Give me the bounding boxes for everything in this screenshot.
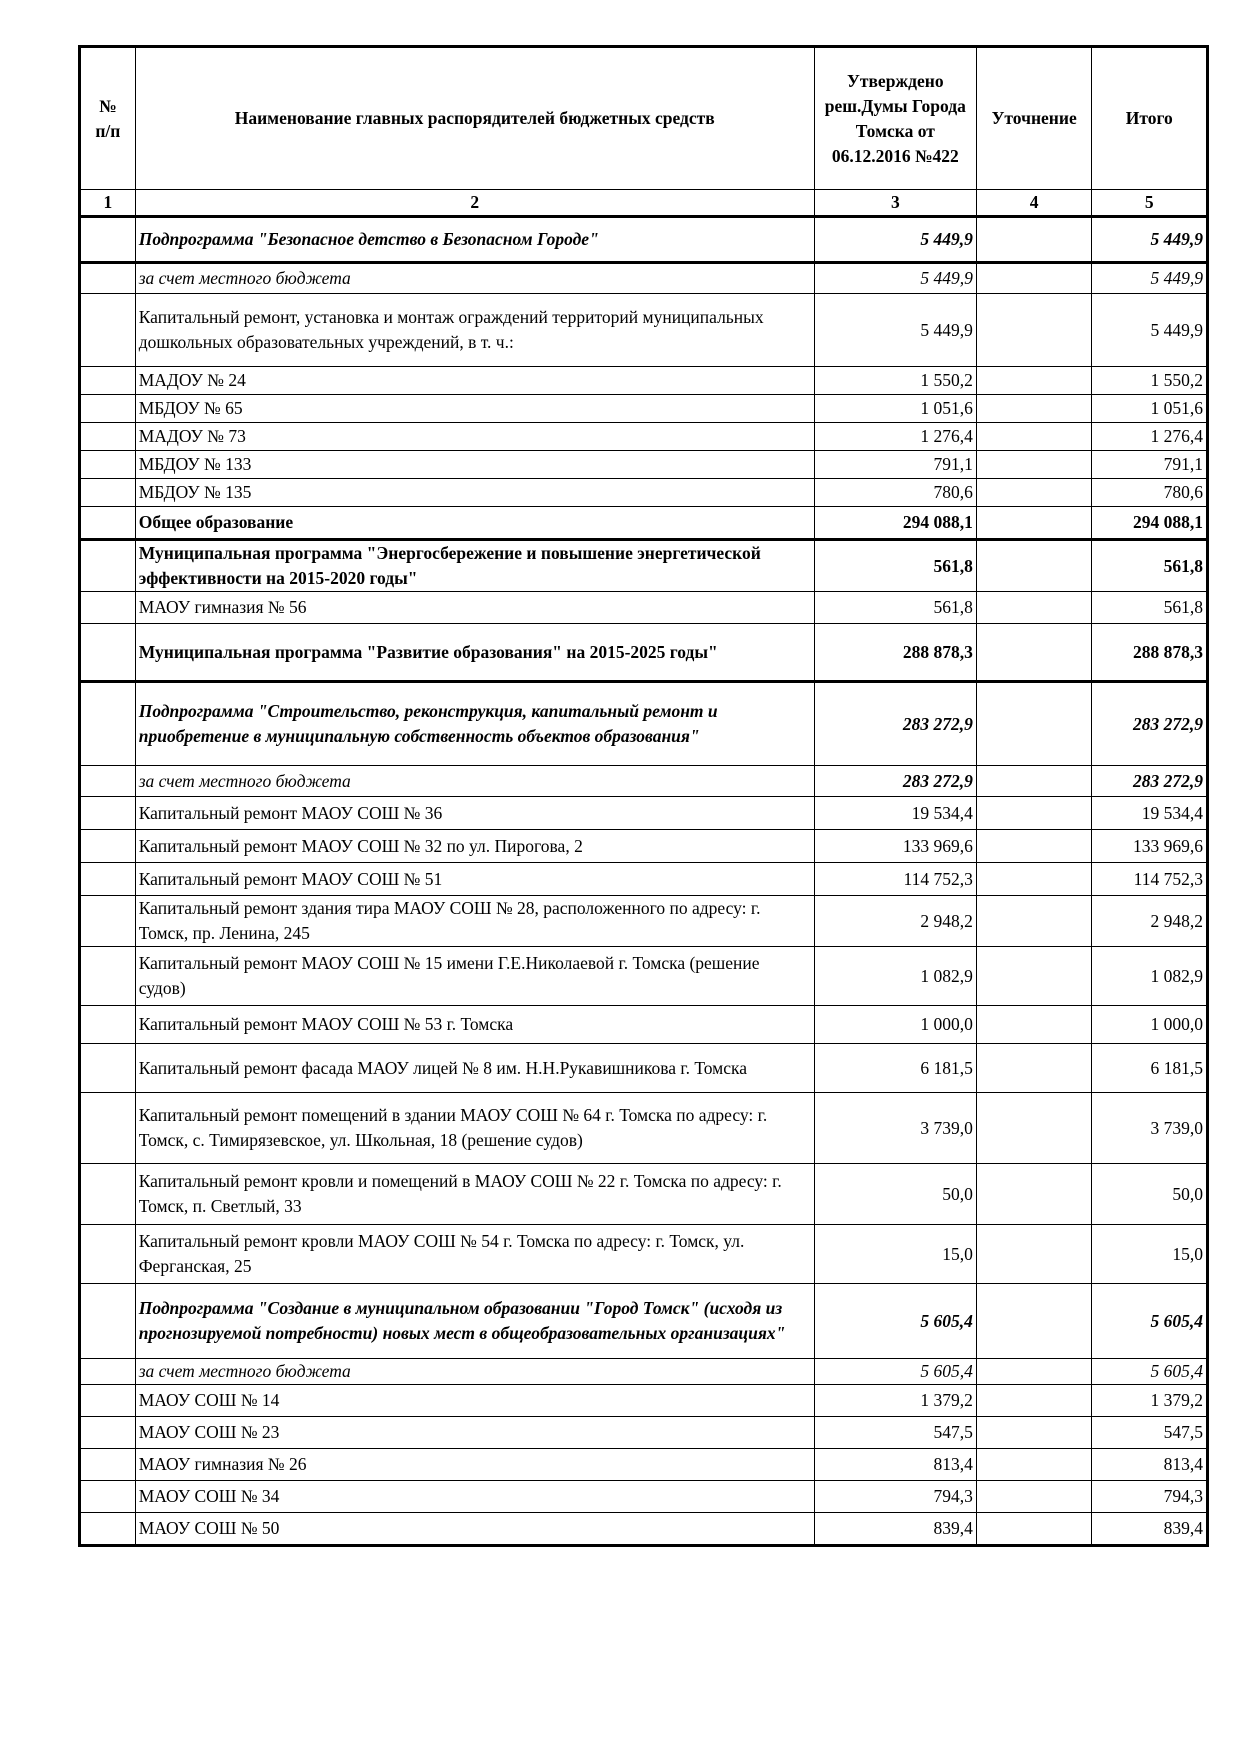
table-row — [80, 682, 1208, 766]
row-total: 15,0 — [1092, 1225, 1208, 1284]
row-approved: 547,5 — [814, 1417, 976, 1449]
row-refinement — [976, 263, 1092, 294]
table-row — [80, 1513, 1208, 1546]
table-row — [80, 479, 1208, 507]
row-approved: 114 752,3 — [814, 863, 976, 896]
row-name: МАОУ СОШ № 34 — [135, 1481, 814, 1513]
table-row — [80, 423, 1208, 451]
row-refinement — [976, 1006, 1092, 1044]
row-approved: 288 878,3 — [814, 624, 976, 682]
table-row — [80, 294, 1208, 367]
row-approved: 780,6 — [814, 479, 976, 507]
row-refinement — [976, 863, 1092, 896]
row-name: Капитальный ремонт здания тира МАОУ СОШ № 28, расположенного по адресу: г. Томск, пр. Ленина, 245 — [135, 896, 814, 947]
row-number — [80, 947, 136, 1006]
table-row — [80, 1093, 1208, 1164]
row-name: Подпрограмма "Создание в муниципальном образовании "Город Томск" (исходя из прогнозируемой потребности) новых мест в общеобразовательных организациях" — [135, 1284, 814, 1359]
row-refinement — [976, 624, 1092, 682]
row-total: 813,4 — [1092, 1449, 1208, 1481]
row-number — [80, 1513, 136, 1546]
row-approved: 1 550,2 — [814, 367, 976, 395]
column-index: 3 — [814, 190, 976, 217]
row-refinement — [976, 896, 1092, 947]
table-row — [80, 1044, 1208, 1093]
table-body — [80, 47, 1208, 1546]
row-number — [80, 1385, 136, 1417]
row-number — [80, 507, 136, 540]
row-number — [80, 1449, 136, 1481]
row-number — [80, 896, 136, 947]
row-approved: 813,4 — [814, 1449, 976, 1481]
column-index: 4 — [976, 190, 1092, 217]
row-name: МАОУ СОШ № 14 — [135, 1385, 814, 1417]
row-total: 561,8 — [1092, 592, 1208, 624]
row-approved: 294 088,1 — [814, 507, 976, 540]
row-name: Капитальный ремонт МАОУ СОШ № 36 — [135, 797, 814, 830]
row-number — [80, 423, 136, 451]
row-refinement — [976, 395, 1092, 423]
row-number — [80, 1093, 136, 1164]
row-approved: 1 276,4 — [814, 423, 976, 451]
row-refinement — [976, 217, 1092, 263]
row-name: Муниципальная программа "Энергосбережение и повышение энергетической эффективности на 2015-2020 годы" — [135, 540, 814, 592]
row-total: 5 449,9 — [1092, 217, 1208, 263]
header-approved: Утверждено реш.Думы Города Томска от 06.12.2016 №422 — [814, 47, 976, 190]
row-approved: 133 969,6 — [814, 830, 976, 863]
table-row — [80, 1449, 1208, 1481]
budget-table — [78, 45, 1209, 1547]
row-approved: 2 948,2 — [814, 896, 976, 947]
column-index: 1 — [80, 190, 136, 217]
row-total: 5 449,9 — [1092, 294, 1208, 367]
column-index: 2 — [135, 190, 814, 217]
row-total: 780,6 — [1092, 479, 1208, 507]
row-refinement — [976, 1093, 1092, 1164]
row-approved: 794,3 — [814, 1481, 976, 1513]
row-total: 133 969,6 — [1092, 830, 1208, 863]
row-refinement — [976, 1513, 1092, 1546]
row-refinement — [976, 507, 1092, 540]
row-refinement — [976, 1284, 1092, 1359]
table-row — [80, 1385, 1208, 1417]
row-approved: 6 181,5 — [814, 1044, 976, 1093]
row-number — [80, 479, 136, 507]
row-name: Общее образование — [135, 507, 814, 540]
row-number — [80, 1417, 136, 1449]
row-number — [80, 294, 136, 367]
row-name: МАДОУ № 24 — [135, 367, 814, 395]
table-row — [80, 1359, 1208, 1385]
row-approved: 5 605,4 — [814, 1359, 976, 1385]
row-number — [80, 624, 136, 682]
row-approved: 5 449,9 — [814, 294, 976, 367]
row-number — [80, 1284, 136, 1359]
table-row — [80, 507, 1208, 540]
row-refinement — [976, 766, 1092, 797]
row-approved: 5 449,9 — [814, 217, 976, 263]
row-approved: 561,8 — [814, 592, 976, 624]
row-total: 288 878,3 — [1092, 624, 1208, 682]
row-approved: 1 051,6 — [814, 395, 976, 423]
row-number — [80, 766, 136, 797]
row-number — [80, 830, 136, 863]
row-refinement — [976, 479, 1092, 507]
table-row — [80, 367, 1208, 395]
table-row — [80, 624, 1208, 682]
row-name: Капитальный ремонт МАОУ СОШ № 53 г. Томска — [135, 1006, 814, 1044]
row-approved: 283 272,9 — [814, 682, 976, 766]
row-name: Капитальный ремонт кровли МАОУ СОШ № 54 г. Томска по адресу: г. Томск, ул. Ферганская, 25 — [135, 1225, 814, 1284]
header-refinement: Уточнение — [976, 47, 1092, 190]
row-refinement — [976, 947, 1092, 1006]
row-name: Подпрограмма "Строительство, реконструкция, капитальный ремонт и приобретение в муниципальную собственность объектов образования" — [135, 682, 814, 766]
row-number — [80, 395, 136, 423]
row-total: 1 082,9 — [1092, 947, 1208, 1006]
row-approved: 15,0 — [814, 1225, 976, 1284]
row-name: Муниципальная программа "Развитие образования" на 2015-2025 годы" — [135, 624, 814, 682]
row-number — [80, 682, 136, 766]
column-index-row — [80, 190, 1208, 217]
row-approved: 5 449,9 — [814, 263, 976, 294]
row-refinement — [976, 423, 1092, 451]
row-number — [80, 1225, 136, 1284]
row-approved: 1 379,2 — [814, 1385, 976, 1417]
table-row — [80, 263, 1208, 294]
table-row — [80, 863, 1208, 896]
row-approved: 791,1 — [814, 451, 976, 479]
row-refinement — [976, 1449, 1092, 1481]
row-total: 791,1 — [1092, 451, 1208, 479]
row-total: 294 088,1 — [1092, 507, 1208, 540]
table-row — [80, 896, 1208, 947]
row-name: Капитальный ремонт МАОУ СОШ № 32 по ул. Пирогова, 2 — [135, 830, 814, 863]
row-name: МБДОУ № 133 — [135, 451, 814, 479]
row-number — [80, 863, 136, 896]
table-row — [80, 217, 1208, 263]
row-name: за счет местного бюджета — [135, 1359, 814, 1385]
header-total: Итого — [1092, 47, 1208, 190]
table-row — [80, 592, 1208, 624]
row-total: 1 379,2 — [1092, 1385, 1208, 1417]
row-approved: 1 000,0 — [814, 1006, 976, 1044]
table-row — [80, 830, 1208, 863]
row-name: Капитальный ремонт помещений в здании МАОУ СОШ № 64 г. Томска по адресу: г. Томск, с. Тимирязевское, ул. Школьная, 18 (решение судов) — [135, 1093, 814, 1164]
row-refinement — [976, 830, 1092, 863]
row-total: 50,0 — [1092, 1164, 1208, 1225]
row-number — [80, 217, 136, 263]
row-approved: 3 739,0 — [814, 1093, 976, 1164]
row-number — [80, 1164, 136, 1225]
row-refinement — [976, 540, 1092, 592]
row-name: МАДОУ № 73 — [135, 423, 814, 451]
row-name: МБДОУ № 65 — [135, 395, 814, 423]
row-refinement — [976, 1417, 1092, 1449]
column-index: 5 — [1092, 190, 1208, 217]
row-name: МАОУ гимназия № 26 — [135, 1449, 814, 1481]
table-row — [80, 451, 1208, 479]
row-name: Капитальный ремонт МАОУ СОШ № 15 имени Г.Е.Николаевой г. Томска (решение судов) — [135, 947, 814, 1006]
row-approved: 50,0 — [814, 1164, 976, 1225]
row-total: 1 000,0 — [1092, 1006, 1208, 1044]
row-approved: 1 082,9 — [814, 947, 976, 1006]
row-refinement — [976, 1481, 1092, 1513]
row-refinement — [976, 592, 1092, 624]
table-row — [80, 947, 1208, 1006]
row-refinement — [976, 1385, 1092, 1417]
row-total: 114 752,3 — [1092, 863, 1208, 896]
row-refinement — [976, 1225, 1092, 1284]
row-total: 283 272,9 — [1092, 682, 1208, 766]
row-total: 561,8 — [1092, 540, 1208, 592]
table-row — [80, 1225, 1208, 1284]
table-row — [80, 1164, 1208, 1225]
table-row — [80, 395, 1208, 423]
row-refinement — [976, 294, 1092, 367]
row-refinement — [976, 367, 1092, 395]
row-name: за счет местного бюджета — [135, 263, 814, 294]
table-row — [80, 1006, 1208, 1044]
row-name: Капитальный ремонт фасада МАОУ лицей № 8 им. Н.Н.Рукавишникова г. Томска — [135, 1044, 814, 1093]
row-refinement — [976, 1044, 1092, 1093]
row-total: 839,4 — [1092, 1513, 1208, 1546]
row-name: Капитальный ремонт, установка и монтаж ограждений территорий муниципальных дошкольных образовательных учреждений, в т. ч.: — [135, 294, 814, 367]
row-name: МБДОУ № 135 — [135, 479, 814, 507]
row-total: 19 534,4 — [1092, 797, 1208, 830]
table-row — [80, 797, 1208, 830]
row-total: 5 449,9 — [1092, 263, 1208, 294]
header-name: Наименование главных распорядителей бюджетных средств — [135, 47, 814, 190]
table-row — [80, 1481, 1208, 1513]
row-number — [80, 540, 136, 592]
table-row — [80, 540, 1208, 592]
row-number — [80, 1481, 136, 1513]
row-name: Подпрограмма "Безопасное детство в Безопасном Городе" — [135, 217, 814, 263]
row-number — [80, 263, 136, 294]
row-total: 1 051,6 — [1092, 395, 1208, 423]
row-total: 1 550,2 — [1092, 367, 1208, 395]
row-total: 283 272,9 — [1092, 766, 1208, 797]
row-total: 6 181,5 — [1092, 1044, 1208, 1093]
row-approved: 5 605,4 — [814, 1284, 976, 1359]
row-name: МАОУ СОШ № 23 — [135, 1417, 814, 1449]
row-total: 3 739,0 — [1092, 1093, 1208, 1164]
row-number — [80, 451, 136, 479]
row-total: 5 605,4 — [1092, 1359, 1208, 1385]
row-number — [80, 1359, 136, 1385]
row-name: за счет местного бюджета — [135, 766, 814, 797]
row-name: Капитальный ремонт МАОУ СОШ № 51 — [135, 863, 814, 896]
row-name: МАОУ гимназия № 56 — [135, 592, 814, 624]
row-number — [80, 367, 136, 395]
row-refinement — [976, 1164, 1092, 1225]
row-approved: 283 272,9 — [814, 766, 976, 797]
table-row — [80, 766, 1208, 797]
row-refinement — [976, 797, 1092, 830]
table-row — [80, 1284, 1208, 1359]
row-total: 547,5 — [1092, 1417, 1208, 1449]
row-name: Капитальный ремонт кровли и помещений в МАОУ СОШ № 22 г. Томска по адресу: г. Томск, п. Светлый, 33 — [135, 1164, 814, 1225]
row-refinement — [976, 451, 1092, 479]
row-total: 5 605,4 — [1092, 1284, 1208, 1359]
row-approved: 19 534,4 — [814, 797, 976, 830]
row-total: 1 276,4 — [1092, 423, 1208, 451]
row-approved: 839,4 — [814, 1513, 976, 1546]
row-refinement — [976, 1359, 1092, 1385]
row-total: 794,3 — [1092, 1481, 1208, 1513]
header-row — [80, 47, 1208, 190]
row-number — [80, 1044, 136, 1093]
row-number — [80, 592, 136, 624]
header-number: № п/п — [80, 47, 136, 190]
row-name: МАОУ СОШ № 50 — [135, 1513, 814, 1546]
row-total: 2 948,2 — [1092, 896, 1208, 947]
row-number — [80, 1006, 136, 1044]
row-approved: 561,8 — [814, 540, 976, 592]
row-refinement — [976, 682, 1092, 766]
table-row — [80, 1417, 1208, 1449]
row-number — [80, 797, 136, 830]
